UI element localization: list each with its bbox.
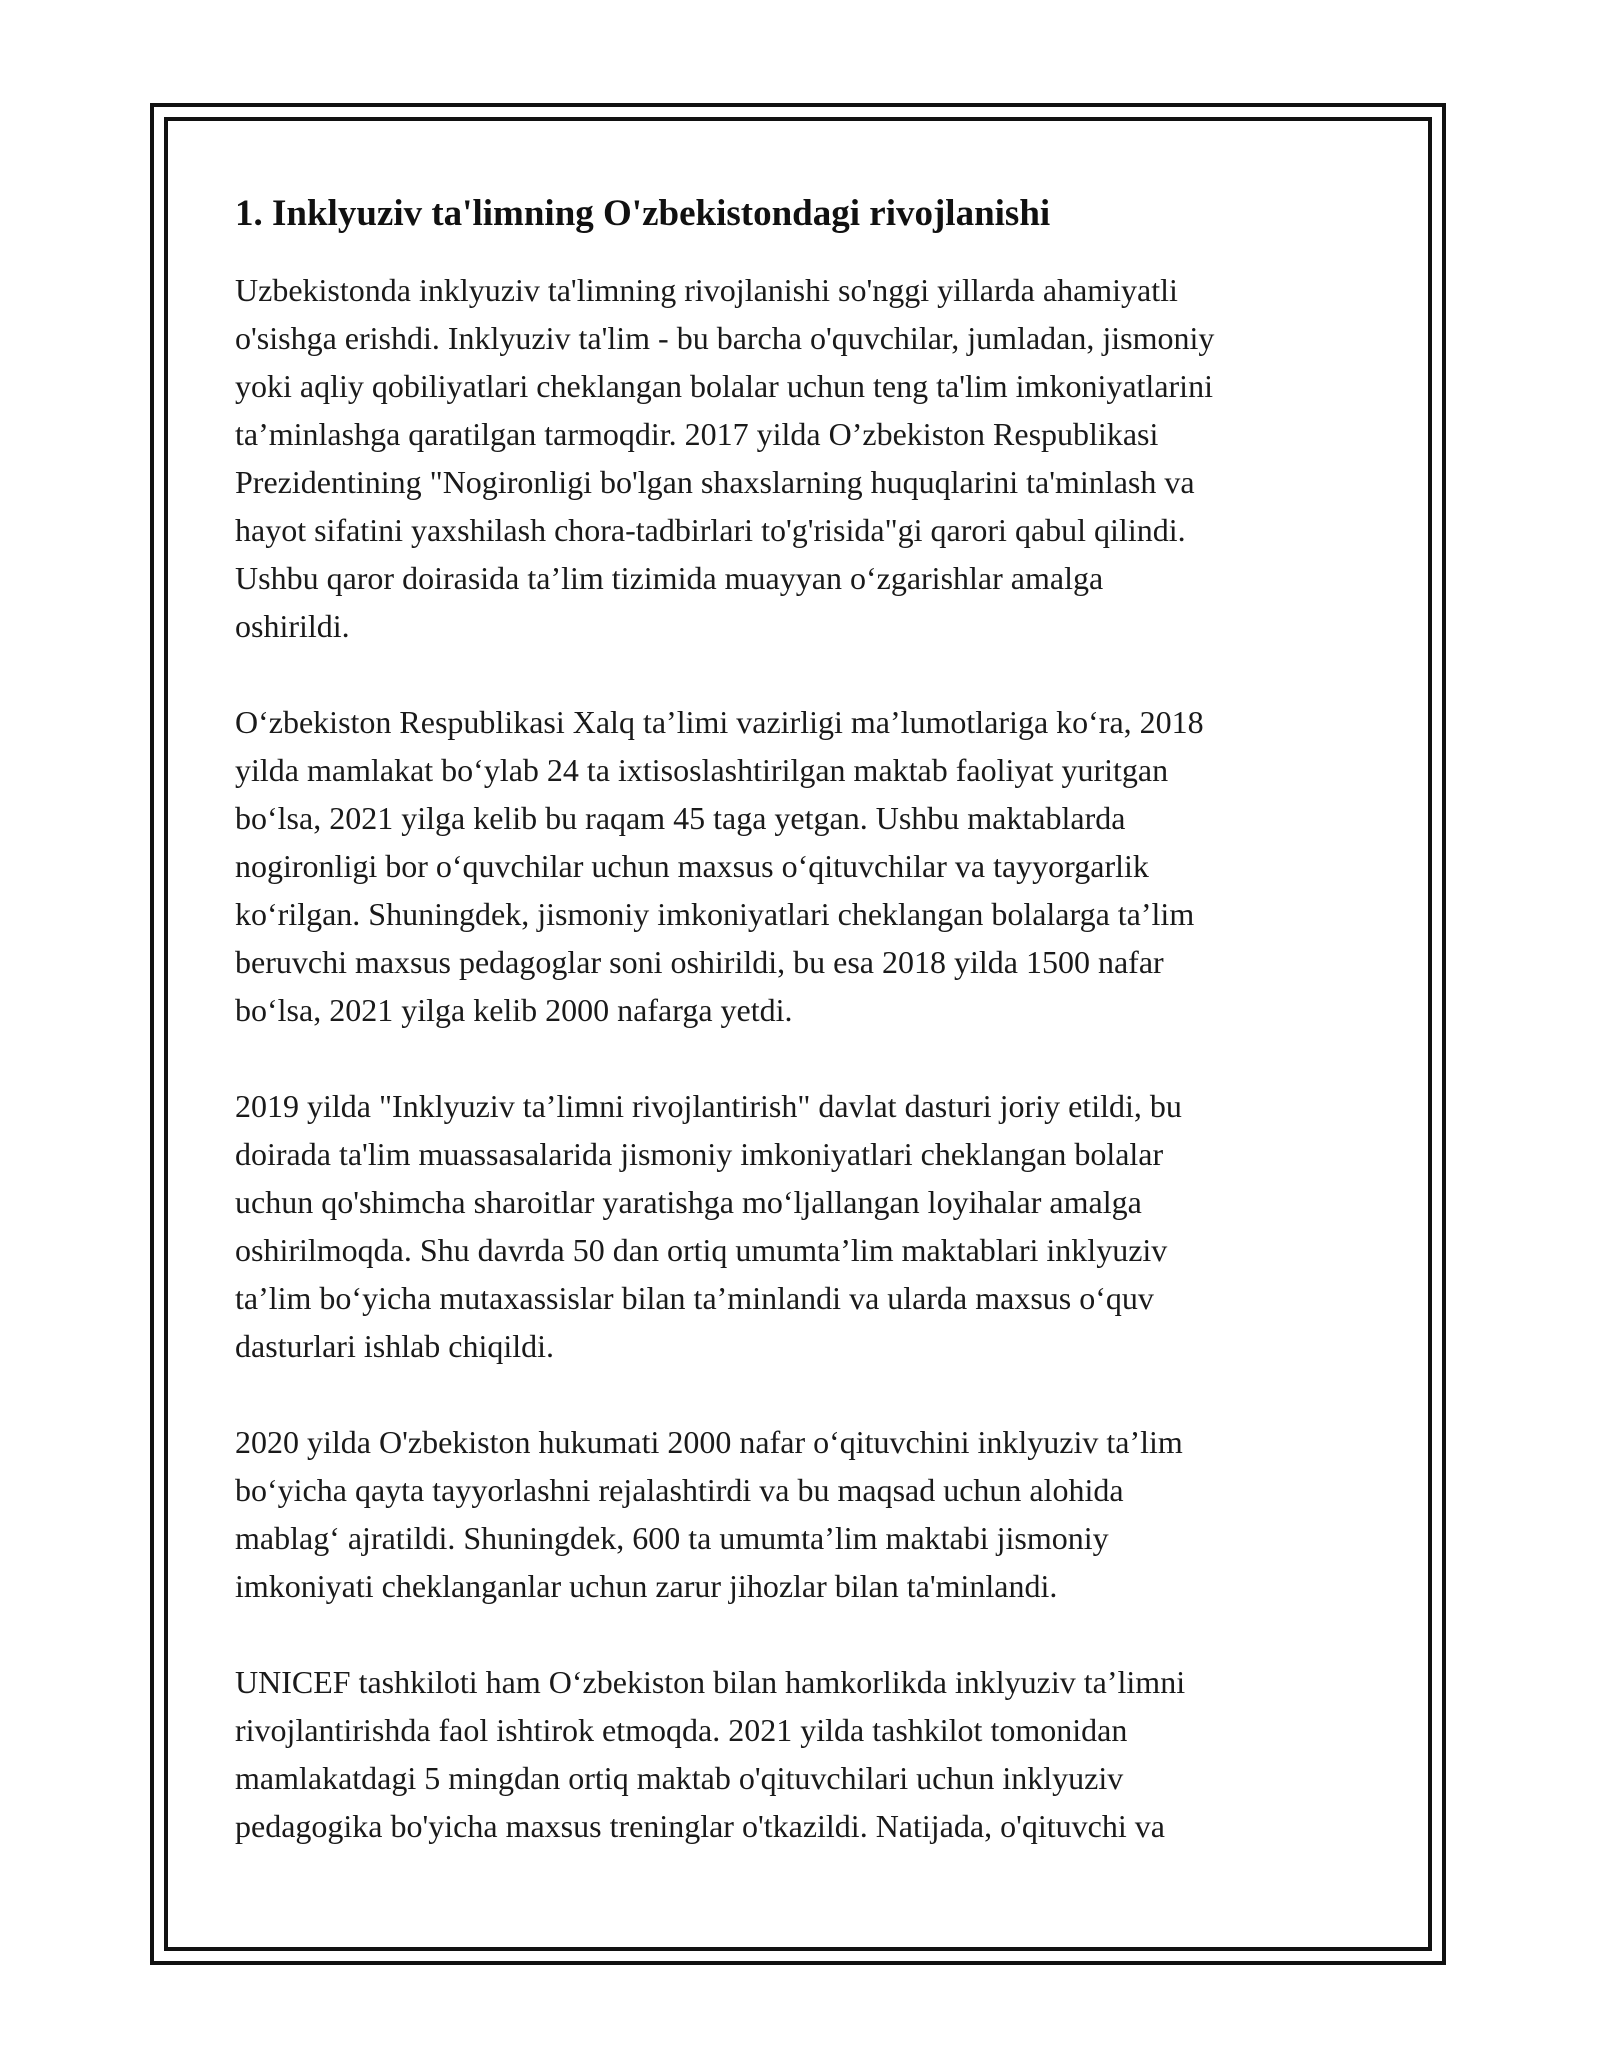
text-line: mamlakatdagi 5 mingdan ortiq maktab o'qituvchilari uchun inklyuziv [235, 1760, 1124, 1796]
text-line: oshirilmoqda. Shu davrda 50 dan ortiq umumta’lim maktablari inklyuziv [235, 1232, 1168, 1268]
paragraph-2 [235, 698, 1385, 1034]
text-line: dasturlari ishlab chiqildi. [235, 1328, 555, 1364]
text-line: Ushbu qaror doirasida ta’lim tizimida muayyan o‘zgarishlar amalga [235, 560, 1104, 596]
text-line: bo‘lsa, 2021 yilga kelib bu raqam 45 taga yetgan. Ushbu maktablarda [235, 800, 1126, 836]
text-line: hayot sifatini yaxshilash chora-tadbirlari to'g'risida"gi qarori qabul qilindi. [235, 512, 1186, 548]
text-line: yoki aqliy qobiliyatlari cheklangan bolalar uchun teng ta'lim imkoniyatlarini [235, 368, 1213, 404]
text-line: UNICEF tashkiloti ham O‘zbekiston bilan hamkorlikda inklyuziv ta’limni [235, 1664, 1186, 1700]
text-line: 2019 yilda "Inklyuziv ta’limni rivojlantirish" davlat dasturi joriy etildi, bu [235, 1088, 1182, 1124]
text-line: ta’lim bo‘yicha mutaxassislar bilan ta’minlandi va ularda maxsus o‘quv [235, 1280, 1154, 1316]
text-line: imkoniyati cheklanganlar uchun zarur jihozlar bilan ta'minlandi. [235, 1568, 1058, 1604]
text-line: mablag‘ ajratildi. Shuningdek, 600 ta umumta’lim maktabi jismoniy [235, 1520, 1109, 1556]
text-line: nogironligi bor o‘quvchilar uchun maxsus o‘qituvchilar va tayyorgarlik [235, 848, 1149, 884]
text-line: o'sishga erishdi. Inklyuziv ta'lim - bu barcha o'quvchilar, jumladan, jismoniy [235, 320, 1215, 356]
text-line: pedagogika bo'yicha maxsus treninglar o'tkazildi. Natijada, o'qituvchi va [235, 1808, 1165, 1844]
text-line: ko‘rilgan. Shuningdek, jismoniy imkoniyatlari cheklangan bolalarga ta’lim [235, 896, 1195, 932]
text-line: Prezidentining "Nogironligi bo'lgan shaxslarning huquqlarini ta'minlash va [235, 464, 1195, 500]
text-line: Uzbekistonda inklyuziv ta'limning rivojlanishi so'nggi yillarda ahamiyatli [235, 272, 1178, 308]
paragraph-1 [235, 266, 1385, 650]
text-line: beruvchi maxsus pedagoglar soni oshirildi, bu esa 2018 yilda 1500 nafar [235, 944, 1164, 980]
text-line: uchun qo'shimcha sharoitlar yaratishga mo‘ljallangan loyihalar amalga [235, 1184, 1142, 1220]
text-line: bo‘lsa, 2021 yilga kelib 2000 nafarga yetdi. [235, 992, 793, 1028]
paragraph-4 [235, 1418, 1385, 1610]
document-body [235, 190, 1385, 1898]
text-line: yilda mamlakat bo‘ylab 24 ta ixtisoslashtirilgan maktab faoliyat yuritgan [235, 752, 1169, 788]
text-line: 2020 yilda O'zbekiston hukumati 2000 nafar o‘qituvchini inklyuziv ta’lim [235, 1424, 1183, 1460]
paragraph-3 [235, 1082, 1385, 1370]
text-line: ta’minlashga qaratilgan tarmoqdir. 2017 yilda O’zbekiston Respublikasi [235, 416, 1159, 452]
text-line: bo‘yicha qayta tayyorlashni rejalashtirdi va bu maqsad uchun alohida [235, 1472, 1124, 1508]
text-line: oshirildi. [235, 608, 350, 644]
section-heading: 1. Inklyuziv ta'limning O'zbekistondagi rivojlanishi [235, 193, 1051, 234]
text-line: rivojlantirishda faol ishtirok etmoqda. 2021 yilda tashkilot tomonidan [235, 1712, 1128, 1748]
text-line: O‘zbekiston Respublikasi Xalq ta’limi vazirligi ma’lumotlariga ko‘ra, 2018 [235, 704, 1204, 740]
paragraph-5 [235, 1658, 1385, 1850]
text-line: doirada ta'lim muassasalarida jismoniy imkoniyatlari cheklangan bolalar [235, 1136, 1164, 1172]
